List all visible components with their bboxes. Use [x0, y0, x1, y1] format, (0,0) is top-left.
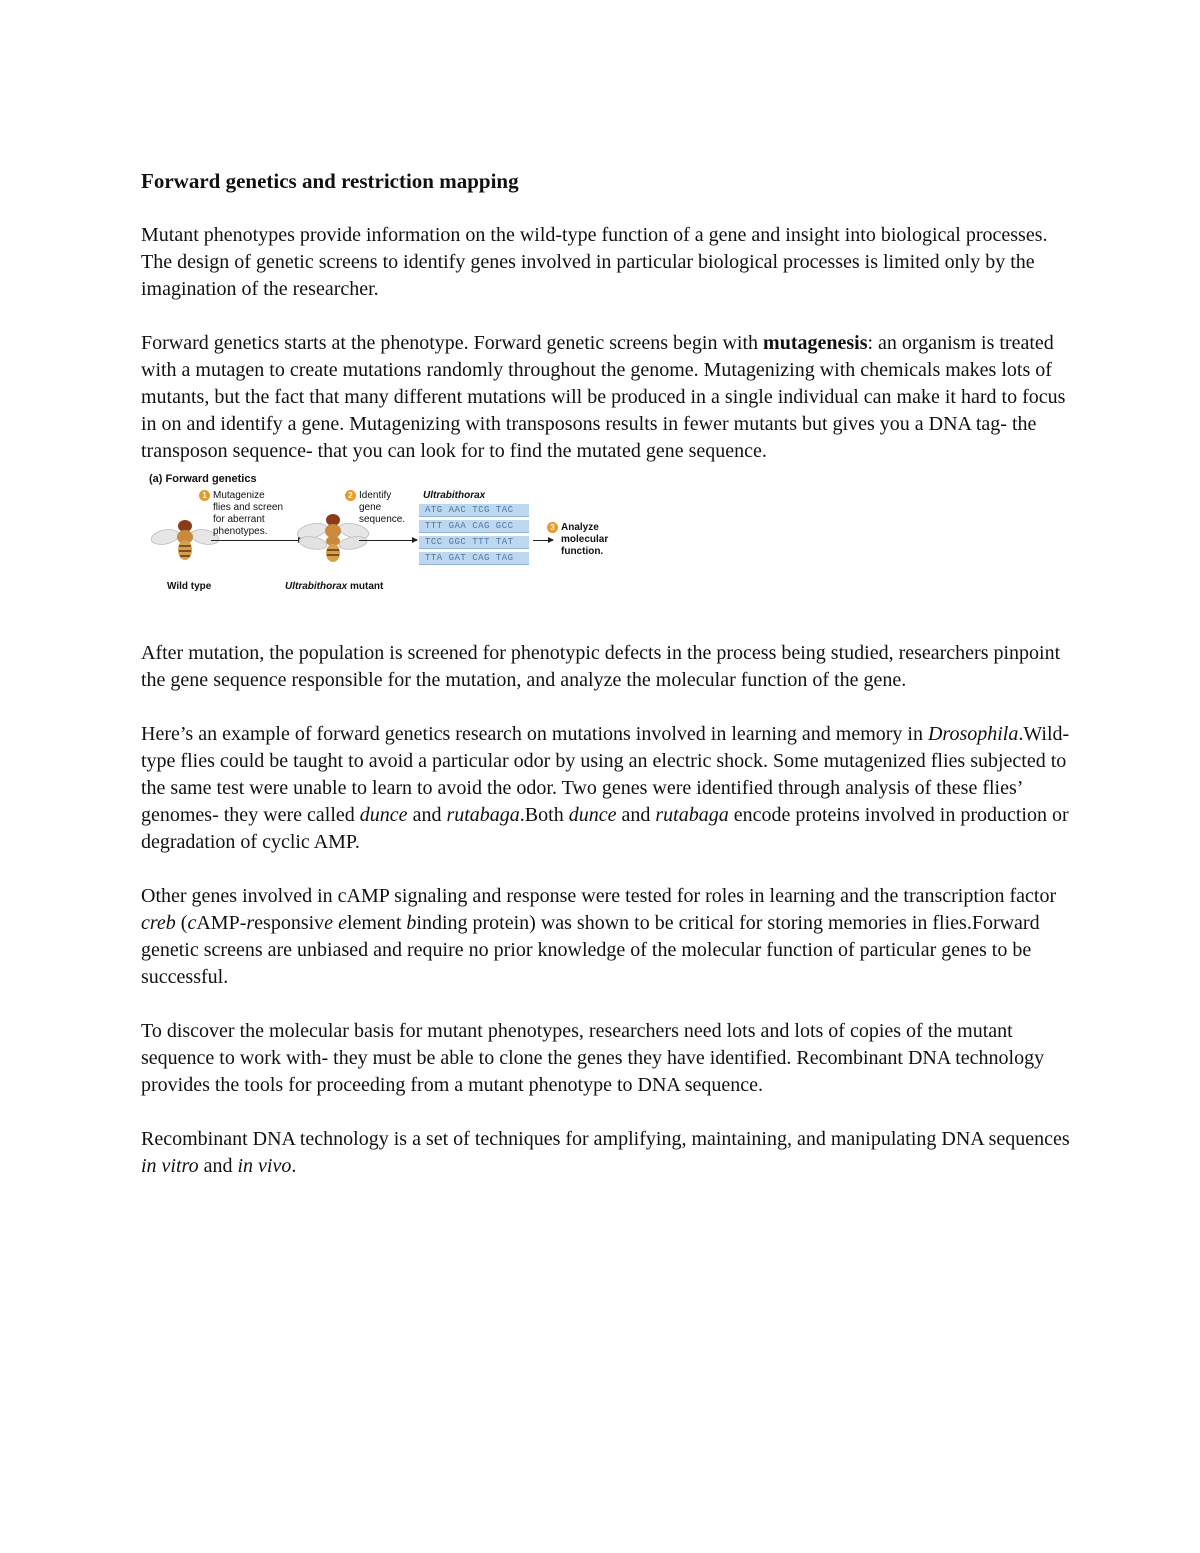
sequence-row: TTT GAA CAG GCC	[419, 520, 529, 533]
paragraph-forward-genetics: Forward genetics starts at the phenotype. Forward genetic screens begin with mutagenesis: an organism is treated with a mutagen to create mutations randomly throughout the genome. Mutagenizing with chemicals makes lots of mutants, but the fact that many different mutations will be produced in a single individual can make it hard to focus in on and identify a gene. Mutagenizing with transposons results in fewer mutants but gives you a DNA tag- the transposon sequence- that you can look for to find the mutated gene sequence.	[141, 332, 1066, 462]
arrow-step-2	[359, 540, 417, 541]
step-1-number: 1	[199, 490, 210, 501]
term-mutagenesis: mutagenesis	[763, 332, 868, 354]
forward-genetics-figure	[147, 473, 627, 608]
paragraph-recombinant-dna: Recombinant DNA technology is a set of techniques for amplifying, maintaining, and manipulating DNA sequences in vitro and in vivo.	[141, 1128, 1070, 1177]
paragraph-molecular-basis: To discover the molecular basis for mutant phenotypes, researchers need lots and lots of copies of the mutant sequence to work with- they must be able to clone the genes they have identified. Recombinant DNA technology provides the tools for proceeding from a mutant phenotype to DNA sequence.	[141, 1020, 1045, 1096]
paragraph-camp-signaling: Other genes involved in cAMP signaling and response were tested for roles in learning and the transcription factor creb (cAMP-responsive element binding protein) was shown to be critical for storing memories in flies.Forward genetic screens are unbiased and require no prior knowledge of the molecular function of particular genes to be successful.	[141, 885, 1057, 988]
mutant-label: Ultrabithorax mutant	[285, 581, 384, 592]
document-title: Forward genetics and restriction mapping	[141, 169, 519, 193]
figure-title: (a) Forward genetics	[149, 473, 257, 485]
step-3-number: 3	[547, 522, 558, 533]
arrow-step-1	[211, 540, 303, 541]
sequence-row: ATG AAC TCG TAC	[419, 504, 529, 517]
gene-label: Ultrabithorax	[423, 490, 486, 501]
paragraph-mutant-phenotypes: Mutant phenotypes provide information on the wild-type function of a gene and insight into biological processes. The design of genetic screens to identify genes involved in particular biological processes is limited only by the imagination of the researcher.	[141, 224, 1048, 300]
paragraph-drosophila-example: Here’s an example of forward genetics research on mutations involved in learning and memory in Drosophila.Wild-type flies could be taught to avoid a particular odor by using an electric shock. Some mutagenized flies subjected to the same test were unable to learn to avoid the odor. Two genes were identified through analysis of these flies’ genomes- they were called dunce and rutabaga.Both dunce and rutabaga encode proteins involved in production or degradation of cyclic AMP.	[141, 723, 1070, 853]
wild-type-label: Wild type	[167, 581, 212, 592]
step-1-label: 1 Mutagenize flies and screen for aberrant phenotypes.	[199, 490, 283, 538]
step-2-label: 2 Identify gene sequence.	[345, 490, 405, 526]
step-2-number: 2	[345, 490, 356, 501]
paragraph-after-mutation: After mutation, the population is screened for phenotypic defects in the process being studied, researchers pinpoint the gene sequence responsible for the mutation, and analyze the molecular function of the gene.	[141, 642, 1061, 691]
document-page	[141, 168, 1081, 1207]
sequence-row: TTA GAT CAG TAG	[419, 552, 529, 565]
step-3-label: 3 Analyze molecular function.	[547, 522, 608, 558]
sequence-row: TCC GGC TTT TAT	[419, 536, 529, 549]
